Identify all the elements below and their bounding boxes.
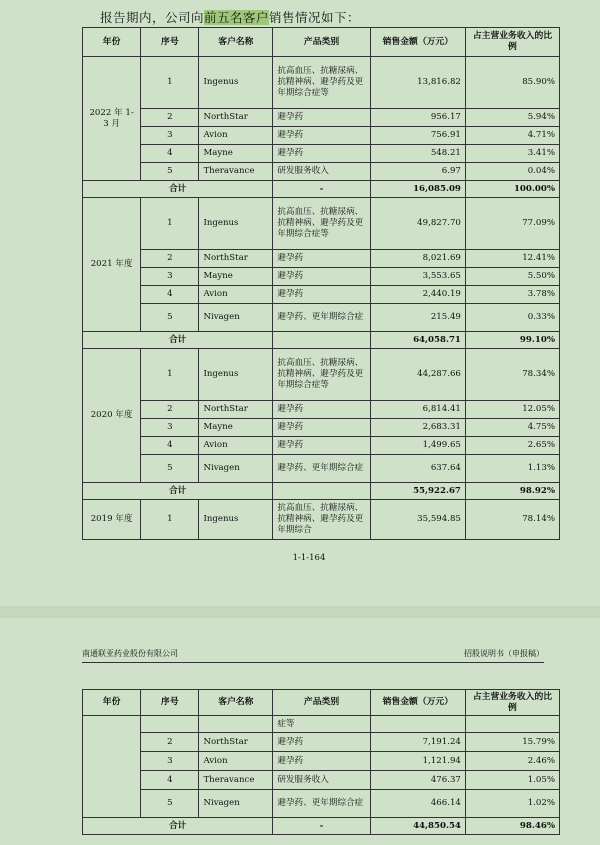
seq-cell: 4 xyxy=(141,145,199,163)
category-cell: 避孕药 xyxy=(273,145,370,163)
ratio-cell: 4.71% xyxy=(465,127,559,145)
intro-after: 销售情况如下： xyxy=(269,10,361,25)
category-cell: 避孕药 xyxy=(273,437,370,455)
seq-cell: 2 xyxy=(141,109,199,127)
amount-cell xyxy=(370,716,465,733)
amount-cell: 6.97 xyxy=(370,163,465,181)
header-category: 产品类别 xyxy=(273,690,370,716)
seq-cell: 3 xyxy=(141,752,199,771)
header-doc: 招股说明书（申报稿） xyxy=(464,649,544,658)
ratio-cell: 85.90% xyxy=(465,57,559,109)
amount-cell: 756.91 xyxy=(370,127,465,145)
customer-cell: Avion xyxy=(199,127,273,145)
amount-cell: 6,814.41 xyxy=(370,401,465,419)
total-category xyxy=(273,332,370,349)
amount-cell: 7,191.24 xyxy=(370,733,465,752)
amount-cell: 2,683.31 xyxy=(370,419,465,437)
category-cell: 避孕药 xyxy=(273,268,370,286)
header-amount: 销售金额（万元） xyxy=(370,690,465,716)
year-cell-continued xyxy=(83,716,141,818)
category-cell: 避孕药 xyxy=(273,733,370,752)
intro-highlight: 前五名客户 xyxy=(204,10,270,25)
header-year: 年份 xyxy=(83,28,141,57)
total-amount: 55,922.67 xyxy=(370,483,465,500)
customer-cell: Ingenus xyxy=(199,349,273,401)
year-cell: 2021 年度 xyxy=(83,198,141,332)
customer-cell: Mayne xyxy=(199,268,273,286)
table-row xyxy=(83,401,560,419)
ratio-cell: 2.46% xyxy=(465,752,559,771)
seq-cell: 1 xyxy=(141,500,199,540)
total-label: 合计 xyxy=(83,181,273,198)
category-cell: 避孕药 xyxy=(273,127,370,145)
table-row xyxy=(83,286,560,304)
seq-cell: 2 xyxy=(141,733,199,752)
amount-cell: 1,499.65 xyxy=(370,437,465,455)
total-ratio: 99.10% xyxy=(465,332,559,349)
total-row xyxy=(83,483,560,500)
table-row xyxy=(83,500,560,540)
table-row xyxy=(83,163,560,181)
category-cell: 避孕药 xyxy=(273,752,370,771)
customer-cell: Theravance xyxy=(199,163,273,181)
ratio-cell: 2.65% xyxy=(465,437,559,455)
category-cell: 症等 xyxy=(273,716,370,733)
page-gap xyxy=(0,606,600,618)
ratio-cell: 5.50% xyxy=(465,268,559,286)
amount-cell: 466.14 xyxy=(370,790,465,818)
table-row xyxy=(83,109,560,127)
seq-cell: 5 xyxy=(141,790,199,818)
customer-cell: Ingenus xyxy=(199,57,273,109)
header-customer: 客户名称 xyxy=(199,28,273,57)
seq-cell: 3 xyxy=(141,419,199,437)
header-year: 年份 xyxy=(83,690,141,716)
document-page-2 xyxy=(52,622,566,845)
ratio-cell: 12.41% xyxy=(465,250,559,268)
seq-cell: 5 xyxy=(141,163,199,181)
amount-cell: 956.17 xyxy=(370,109,465,127)
seq-cell: 4 xyxy=(141,286,199,304)
table-row xyxy=(83,771,560,790)
table-row xyxy=(83,127,560,145)
amount-cell: 548.21 xyxy=(370,145,465,163)
total-label: 合计 xyxy=(83,818,273,835)
ratio-cell: 0.04% xyxy=(465,163,559,181)
seq-cell: 1 xyxy=(141,57,199,109)
ratio-cell: 3.41% xyxy=(465,145,559,163)
total-category: - xyxy=(273,818,370,835)
table-header-row xyxy=(83,28,560,57)
customer-cell: NorthStar xyxy=(199,401,273,419)
ratio-cell: 15.79% xyxy=(465,733,559,752)
amount-cell: 3,553.65 xyxy=(370,268,465,286)
total-label: 合计 xyxy=(83,332,273,349)
table-row xyxy=(83,268,560,286)
header-seq: 序号 xyxy=(141,28,199,57)
customer-cell: Ingenus xyxy=(199,500,273,540)
category-cell: 避孕药 xyxy=(273,401,370,419)
ratio-cell: 1.13% xyxy=(465,455,559,483)
table-row xyxy=(83,437,560,455)
customer-cell: Nivagen xyxy=(199,304,273,332)
total-row xyxy=(83,818,560,835)
category-cell: 避孕药 xyxy=(273,286,370,304)
seq-cell: 3 xyxy=(141,268,199,286)
amount-cell: 476.37 xyxy=(370,771,465,790)
amount-cell: 2,440.19 xyxy=(370,286,465,304)
customer-cell: NorthStar xyxy=(199,733,273,752)
category-cell: 研发服务收入 xyxy=(273,771,370,790)
customer-cell: Nivagen xyxy=(199,790,273,818)
seq-cell: 5 xyxy=(141,455,199,483)
ratio-cell: 12.05% xyxy=(465,401,559,419)
customer-cell: NorthStar xyxy=(199,250,273,268)
customer-cell: Nivagen xyxy=(199,455,273,483)
header-customer: 客户名称 xyxy=(199,690,273,716)
running-header xyxy=(82,648,544,663)
customer-cell: Theravance xyxy=(199,771,273,790)
seq-cell: 2 xyxy=(141,250,199,268)
page-number: 1-1-164 xyxy=(292,553,326,563)
ratio-cell: 0.33% xyxy=(465,304,559,332)
total-amount: 16,085.09 xyxy=(370,181,465,198)
table-header-row xyxy=(83,690,560,716)
customer-sales-table xyxy=(82,27,560,540)
category-cell: 抗高血压、抗糖尿病、抗精神病、避孕药及更年期综合症等 xyxy=(273,198,370,250)
category-cell: 研发服务收入 xyxy=(273,163,370,181)
ratio-cell: 1.02% xyxy=(465,790,559,818)
amount-cell: 1,121.94 xyxy=(370,752,465,771)
category-cell: 避孕药 xyxy=(273,419,370,437)
total-category xyxy=(273,483,370,500)
category-cell: 抗高血压、抗糖尿病、抗精神病、避孕药及更年期综合症等 xyxy=(273,57,370,109)
header-ratio: 占主营业务收入的比例 xyxy=(465,690,559,716)
amount-cell: 49,827.70 xyxy=(370,198,465,250)
year-cell: 2020 年度 xyxy=(83,349,141,483)
total-ratio: 100.00% xyxy=(465,181,559,198)
amount-cell: 8,021.69 xyxy=(370,250,465,268)
amount-cell: 13,816.82 xyxy=(370,57,465,109)
header-category: 产品类别 xyxy=(273,28,370,57)
seq-cell: 1 xyxy=(141,198,199,250)
amount-cell: 35,594.85 xyxy=(370,500,465,540)
seq-cell: 2 xyxy=(141,401,199,419)
seq-cell xyxy=(141,716,199,733)
amount-cell: 44,287.66 xyxy=(370,349,465,401)
seq-cell: 5 xyxy=(141,304,199,332)
total-category: - xyxy=(273,181,370,198)
customer-cell xyxy=(199,716,273,733)
seq-cell: 1 xyxy=(141,349,199,401)
table-row xyxy=(83,145,560,163)
table-row xyxy=(83,716,560,733)
header-company: 南通联亚药业股份有限公司 xyxy=(82,649,178,658)
table-row xyxy=(83,304,560,332)
ratio-cell: 3.78% xyxy=(465,286,559,304)
table-row xyxy=(83,198,560,250)
category-cell: 避孕药、更年期综合症 xyxy=(273,304,370,332)
table-row xyxy=(83,419,560,437)
ratio-cell: 78.34% xyxy=(465,349,559,401)
seq-cell: 4 xyxy=(141,437,199,455)
ratio-cell: 4.75% xyxy=(465,419,559,437)
header-seq: 序号 xyxy=(141,690,199,716)
category-cell: 抗高血压、抗糖尿病、抗精神病、避孕药及更年期综合症等 xyxy=(273,349,370,401)
seq-cell: 3 xyxy=(141,127,199,145)
ratio-cell: 77.09% xyxy=(465,198,559,250)
total-amount: 64,058.71 xyxy=(370,332,465,349)
ratio-cell: 5.94% xyxy=(465,109,559,127)
amount-cell: 637.64 xyxy=(370,455,465,483)
header-ratio: 占主营业务收入的比例 xyxy=(465,28,559,57)
category-cell: 避孕药、更年期综合症 xyxy=(273,455,370,483)
amount-cell: 215.49 xyxy=(370,304,465,332)
intro-before: 报告期内，公司向 xyxy=(100,10,205,25)
ratio-cell: 78.14% xyxy=(465,500,559,540)
category-cell: 避孕药 xyxy=(273,109,370,127)
customer-cell: Mayne xyxy=(199,145,273,163)
table-row xyxy=(83,752,560,771)
year-cell: 2019 年度 xyxy=(83,500,141,540)
total-row xyxy=(83,181,560,198)
customer-cell: Avion xyxy=(199,752,273,771)
ratio-cell: 1.05% xyxy=(465,771,559,790)
ratio-cell xyxy=(465,716,559,733)
table-row xyxy=(83,733,560,752)
customer-sales-table-continued xyxy=(82,689,560,835)
customer-cell: NorthStar xyxy=(199,109,273,127)
total-ratio: 98.92% xyxy=(465,483,559,500)
category-cell: 抗高血压、抗糖尿病、抗精神病、避孕药及更年期综合 xyxy=(273,500,370,540)
table-row xyxy=(83,250,560,268)
customer-cell: Avion xyxy=(199,437,273,455)
year-cell: 2022 年 1-3 月 xyxy=(83,57,141,181)
table-row xyxy=(83,57,560,109)
document-page-1 xyxy=(52,0,566,600)
table-row xyxy=(83,349,560,401)
category-cell: 避孕药、更年期综合症 xyxy=(273,790,370,818)
category-cell: 避孕药 xyxy=(273,250,370,268)
customer-cell: Avion xyxy=(199,286,273,304)
total-amount: 44,850.54 xyxy=(370,818,465,835)
seq-cell: 4 xyxy=(141,771,199,790)
table-row xyxy=(83,790,560,818)
customer-cell: Mayne xyxy=(199,419,273,437)
header-amount: 销售金额（万元） xyxy=(370,28,465,57)
total-ratio: 98.46% xyxy=(465,818,559,835)
total-row xyxy=(83,332,560,349)
intro-text xyxy=(100,8,360,26)
total-label: 合计 xyxy=(83,483,273,500)
customer-cell: Ingenus xyxy=(199,198,273,250)
table-row xyxy=(83,455,560,483)
